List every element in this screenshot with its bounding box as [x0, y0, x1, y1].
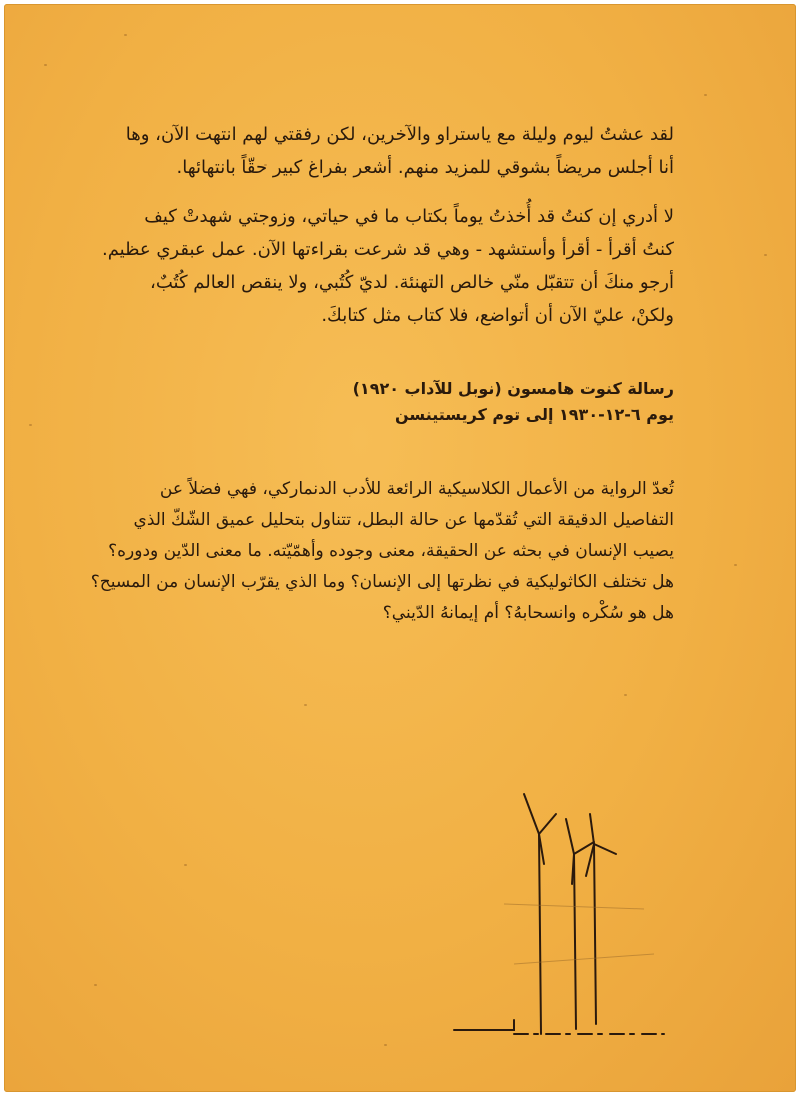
- quote-line: أنا أجلس مريضاً بشوقي للمزيد منهم. أشعر بفراغ كبير حقّاً بانتهائها.: [176, 157, 674, 178]
- quote-line: لقد عشتُ ليوم وليلة مع ياستراو والآخرين، لكن رفقتي لهم انتهت الآن، وها: [125, 124, 674, 145]
- paper-speck: [624, 694, 627, 696]
- paper-speck: [44, 64, 47, 66]
- turbine-tower: [594, 844, 596, 1024]
- paper-speck: [29, 424, 32, 426]
- quote-attribution: [114, 376, 674, 428]
- description-line: التفاصيل الدقيقة التي تُقدّمها عن حالة البطل، تتناول بتحليل عميق الشّكّ الذي: [133, 510, 674, 530]
- turbine-blade: [566, 819, 574, 854]
- attribution-line-1: رسالة كنوت هامسون (نوبل للآداب ١٩٢٠): [352, 379, 674, 398]
- paper-speck: [764, 254, 767, 256]
- paper-speck: [304, 704, 307, 706]
- back-cover: [4, 4, 796, 1092]
- turbine-blade: [586, 844, 594, 876]
- paper-speck: [184, 864, 187, 866]
- quote-line: لا أدري إن كنتُ قد أُخذتُ يوماً بكتاب ما في حياتي، وزوجتي شهدتْ كيف: [144, 206, 674, 227]
- description-line: هل هو سُكْره وانسحابهُ؟ أم إيمانهُ الدّيني؟: [382, 603, 674, 623]
- paper-speck: [734, 564, 737, 566]
- quote-line: كنتُ أقرأ - أقرأ وأستشهد - وهي قد شرعت بقراءتها الآن. عمل عبقري عظيم.: [101, 239, 674, 260]
- turbine-tower: [574, 854, 576, 1029]
- paper-speck: [94, 984, 97, 986]
- description-line: يصيب الإنسان في بحثه عن الحقيقة، معنى وجوده وأهمّيّته. ما معنى الدّين ودوره؟: [108, 541, 674, 561]
- turbine-blade: [594, 844, 616, 854]
- wind-turbines-illustration: [444, 784, 684, 1044]
- book-description: [90, 474, 674, 629]
- description-line: هل تختلف الكاثوليكية في نظرتها إلى الإنسان؟ وما الذي يقرّب الإنسان من المسيح؟: [90, 572, 674, 592]
- ground-line: [454, 1020, 514, 1030]
- quote-line: ولكنْ، عليّ الآن أن أتواضع، فلا كتاب مثل كتابكَ.: [321, 305, 674, 326]
- quote-paragraph-2: [101, 200, 674, 332]
- turbine-blade: [539, 814, 556, 834]
- quote-line: أرجو منكَ أن تتقبّل منّي خالص التهنئة. لديّ كُتُبي، ولا ينقص العالم كُتُبٌ،: [150, 272, 674, 293]
- paper-speck: [704, 94, 707, 96]
- quote-paragraph-1: [125, 118, 674, 184]
- description-line: تُعدّ الرواية من الأعمال الكلاسيكية الرائعة للأدب الدنماركي، فهي فضلاً عن: [159, 479, 674, 499]
- turbine-blade: [590, 814, 594, 844]
- paper-speck: [384, 1044, 387, 1046]
- paper-speck: [124, 34, 127, 36]
- attribution-line-2: يوم ٦-١٢-١٩٣٠ إلى توم كريستينسن: [395, 405, 674, 424]
- turbine-blade: [524, 794, 539, 834]
- turbine-tower: [539, 834, 541, 1034]
